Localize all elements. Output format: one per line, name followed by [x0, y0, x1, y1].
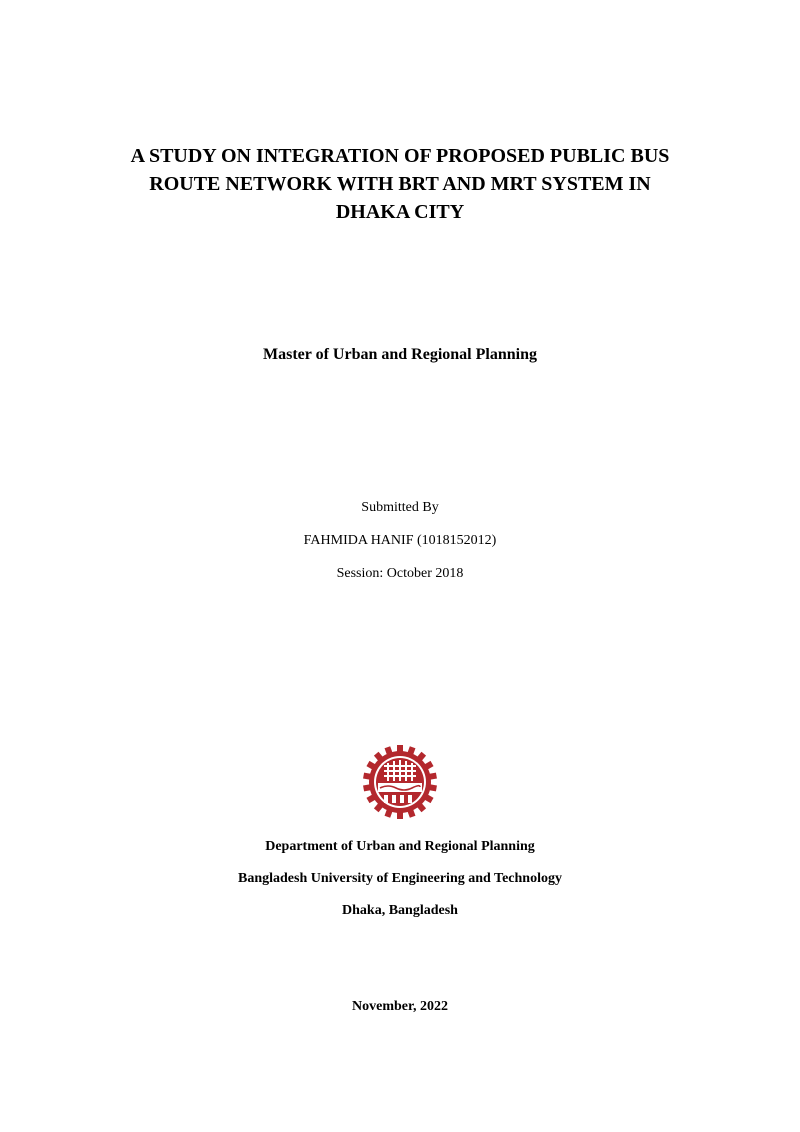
submission-block: [60, 497, 740, 596]
session-text: Session: October 2018: [336, 566, 464, 581]
thesis-title-line-2: ROUTE NETWORK WITH BRT AND MRT SYSTEM IN: [149, 173, 651, 195]
buet-logo-icon: [362, 743, 438, 823]
university-name: Bangladesh University of Engineering and Technology: [237, 871, 562, 886]
submission-date: November, 2022: [352, 999, 448, 1014]
thesis-title-line-1: A STUDY ON INTEGRATION OF PROPOSED PUBLIC BUS: [130, 145, 670, 167]
institution-block: [60, 836, 740, 932]
submitted-by-label: Submitted By: [361, 500, 439, 515]
department-name: Department of Urban and Regional Planning: [265, 839, 535, 854]
degree-name: Master of Urban and Regional Planning: [263, 346, 537, 363]
author-name: FAHMIDA HANIF (1018152012): [303, 533, 497, 548]
thesis-title-line-3: DHAKA CITY: [335, 201, 465, 223]
institution-location: Dhaka, Bangladesh: [342, 903, 458, 918]
thesis-title: [60, 142, 740, 226]
